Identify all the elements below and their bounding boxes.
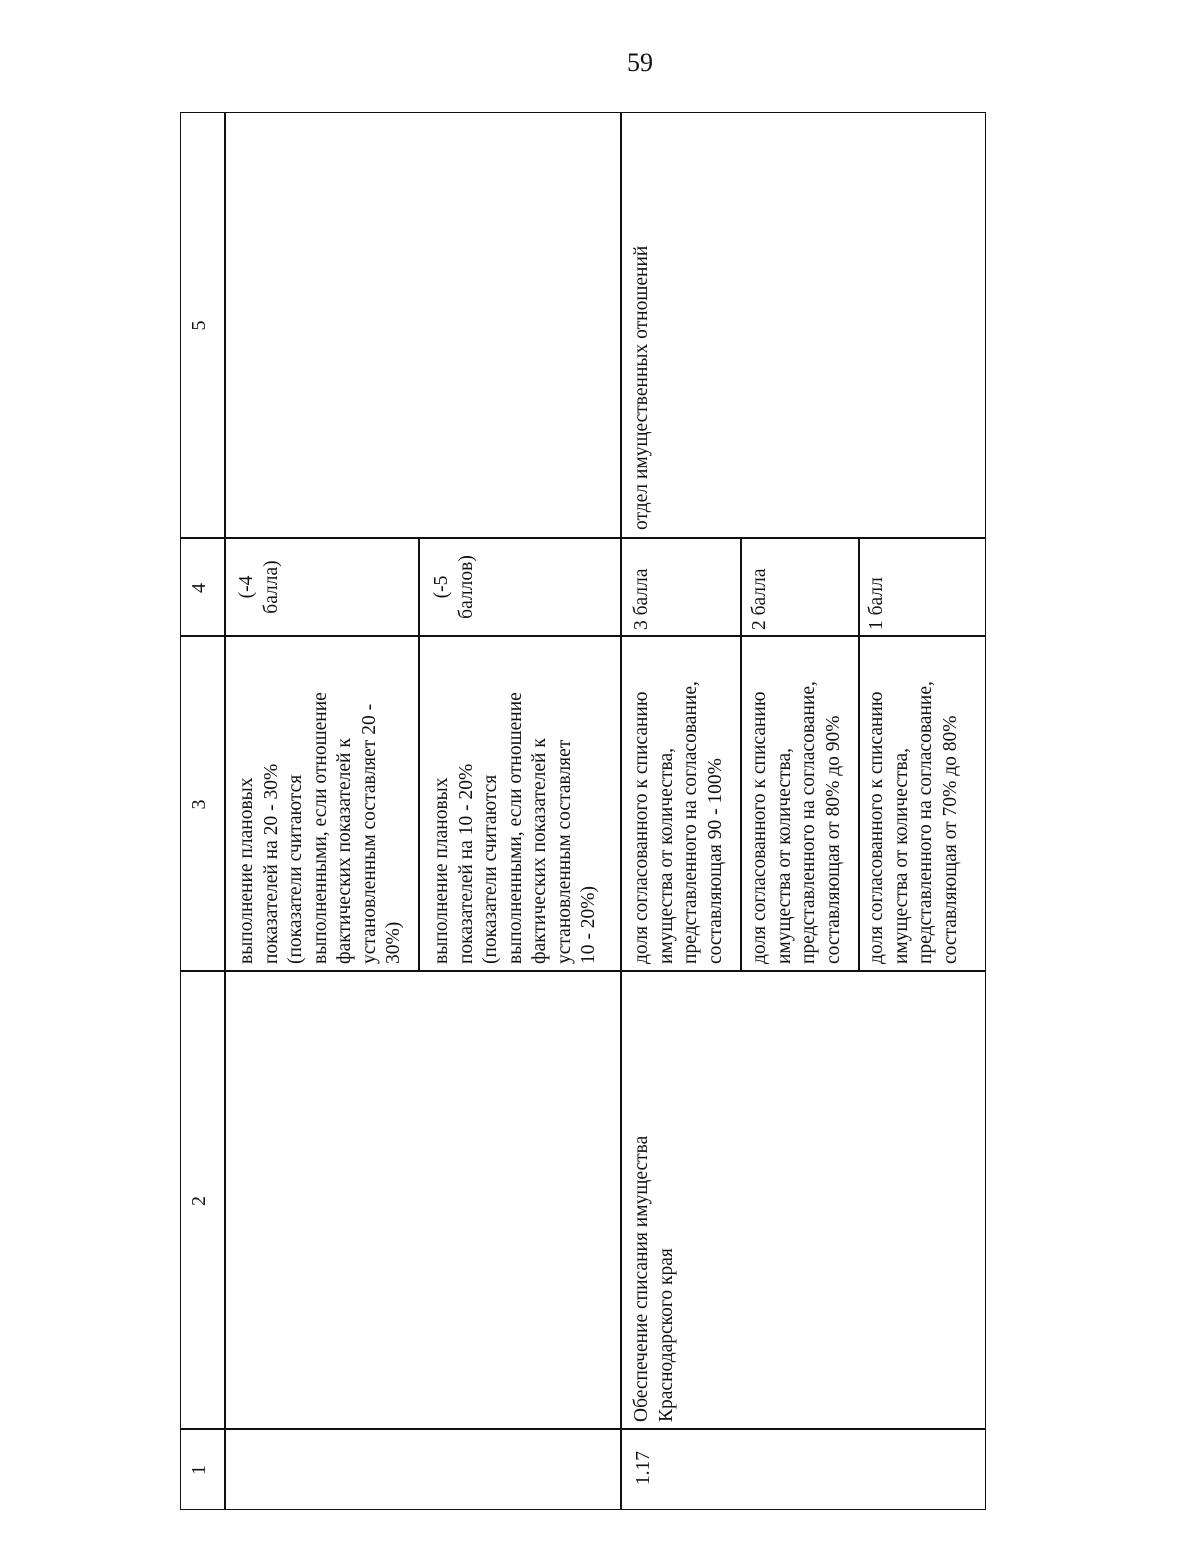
score-text: 1 балл (866, 577, 887, 630)
criterion-text: доля согласованного к списанию имущества от количества, представленного на согласование, составляющая от 80% до 90% (749, 681, 844, 964)
subrow-line (858, 539, 860, 972)
score-text: (-4 балла) (236, 560, 282, 614)
criterion-text: доля согласованного к списанию имущества от количества, представленного на согласование, составляющая от 70% до 80% (866, 681, 961, 964)
col-line (180, 1429, 986, 1431)
rotated-table (180, 112, 986, 1510)
col-line (180, 971, 986, 973)
subrow-line (418, 539, 420, 972)
header-col-4: 4 (188, 583, 210, 593)
header-row-line (224, 112, 226, 1510)
criterion-text: выполнение плановых показателей на 10 - 20% (показатели считаются выполненными, если отношение фактических показателей к установленным составляет 10 - 20%) (431, 692, 599, 964)
criterion-text: доля согласованного к списанию имущества от количества, представленного на согласование, составляющая 90 - 100% (631, 681, 726, 964)
row-number: 1.17 (633, 1450, 654, 1486)
header-col-1: 1 (188, 1465, 210, 1475)
row-line (620, 112, 622, 1510)
score-text: (-5 баллов) (431, 555, 477, 619)
score-text: 2 балла (749, 568, 770, 630)
header-col-5: 5 (188, 320, 210, 331)
page-number: 59 (627, 48, 653, 77)
col-line (180, 636, 986, 638)
header-col-2: 2 (188, 1196, 210, 1206)
col-line (180, 538, 986, 540)
subrow-line (740, 539, 742, 972)
responsible-department: отдел имущественных отношений (631, 245, 652, 530)
criterion-text: выполнение плановых показателей на 20 - 30% (показатели считаются выполненными, если отношение фактических показателей к установленным составляет 20 - 30%) (236, 692, 404, 964)
header-col-3: 3 (188, 799, 210, 810)
score-text: 3 балла (631, 568, 652, 630)
row-name: Обеспечение списания имущества Краснодарского края (631, 1135, 677, 1422)
